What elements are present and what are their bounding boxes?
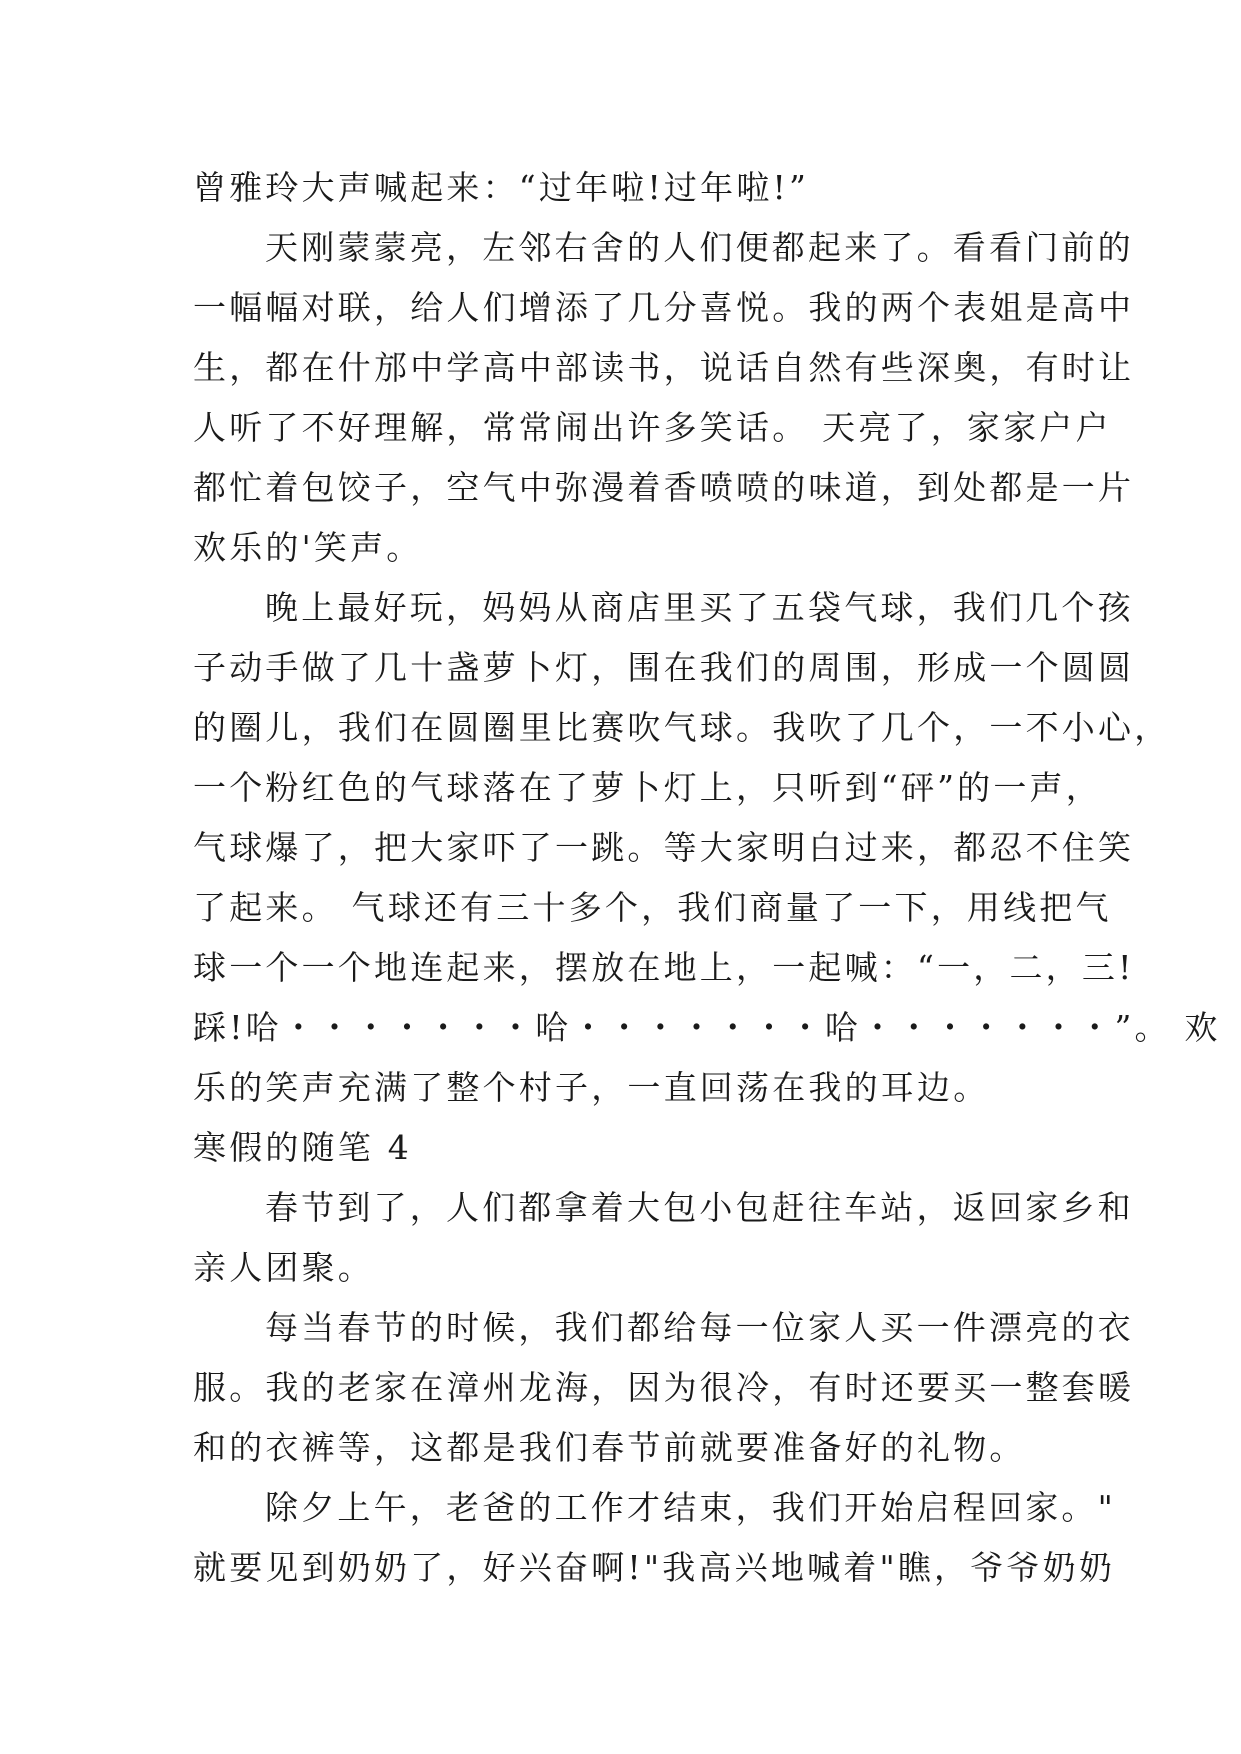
text-line: 球一个一个地连起来，摆放在地上，一起喊：“一，二，三! — [193, 948, 1135, 987]
text-line: 春节到了，人们都拿着大包小包赶往车站，返回家乡和 — [265, 1188, 1134, 1227]
section-heading: 寒假的随笔 4 — [193, 1128, 412, 1167]
text-line: 曾雅玲大声喊起来：“过年啦!过年啦!” — [193, 168, 810, 207]
text-line: 天刚蒙蒙亮，左邻右舍的人们便都起来了。看看门前的 — [265, 228, 1134, 267]
document-body — [193, 158, 1221, 1598]
text-line: 除夕上午，老爸的工作才结束，我们开始启程回家。" — [265, 1488, 1116, 1527]
text-line: 亲人团聚。 — [193, 1248, 374, 1287]
text-line: 晚上最好玩，妈妈从商店里买了五袋气球，我们几个孩 — [265, 588, 1134, 627]
text-line: 子动手做了几十盏萝卜灯，围在我们的周围，形成一个圆圆 — [193, 648, 1135, 687]
text-line: 人听了不好理解，常常闹出许多笑话。 天亮了，家家户户 — [193, 408, 1112, 447]
text-line: 服。我的老家在漳州龙海，因为很冷，有时还要买一整套暖 — [193, 1368, 1135, 1407]
text-line: 每当春节的时候，我们都给每一位家人买一件漂亮的衣 — [265, 1308, 1134, 1347]
text-line: 乐的笑声充满了整个村子，一直回荡在我的耳边。 — [193, 1068, 990, 1107]
text-line: 一幅幅对联，给人们增添了几分喜悦。我的两个表姐是高中 — [193, 288, 1135, 327]
text-line: 一个粉红色的气球落在了萝卜灯上，只听到“砰”的一声， — [193, 768, 1102, 807]
text-line: 踩!哈・・・・・・・哈・・・・・・・哈・・・・・・・”。 欢 — [193, 1008, 1221, 1047]
text-line: 都忙着包饺子，空气中弥漫着香喷喷的味道，到处都是一片 — [193, 468, 1135, 507]
text-line: 了起来。 气球还有三十多个，我们商量了一下，用线把气 — [193, 888, 1112, 927]
text-line: 的圈儿，我们在圆圈里比赛吹气球。我吹了几个，一不小心， — [193, 708, 1171, 747]
text-line: 生，都在什邡中学高中部读书，说话自然有些深奥，有时让 — [193, 348, 1135, 387]
text-line: 和的衣裤等，这都是我们春节前就要准备好的礼物。 — [193, 1428, 1026, 1467]
text-line: 就要见到奶奶了，好兴奋啊!"我高兴地喊着"瞧，爷爷奶奶 — [193, 1548, 1116, 1587]
text-line: 气球爆了，把大家吓了一跳。等大家明白过来，都忍不住笑 — [193, 828, 1135, 867]
text-line: 欢乐的'笑声。 — [193, 528, 423, 567]
